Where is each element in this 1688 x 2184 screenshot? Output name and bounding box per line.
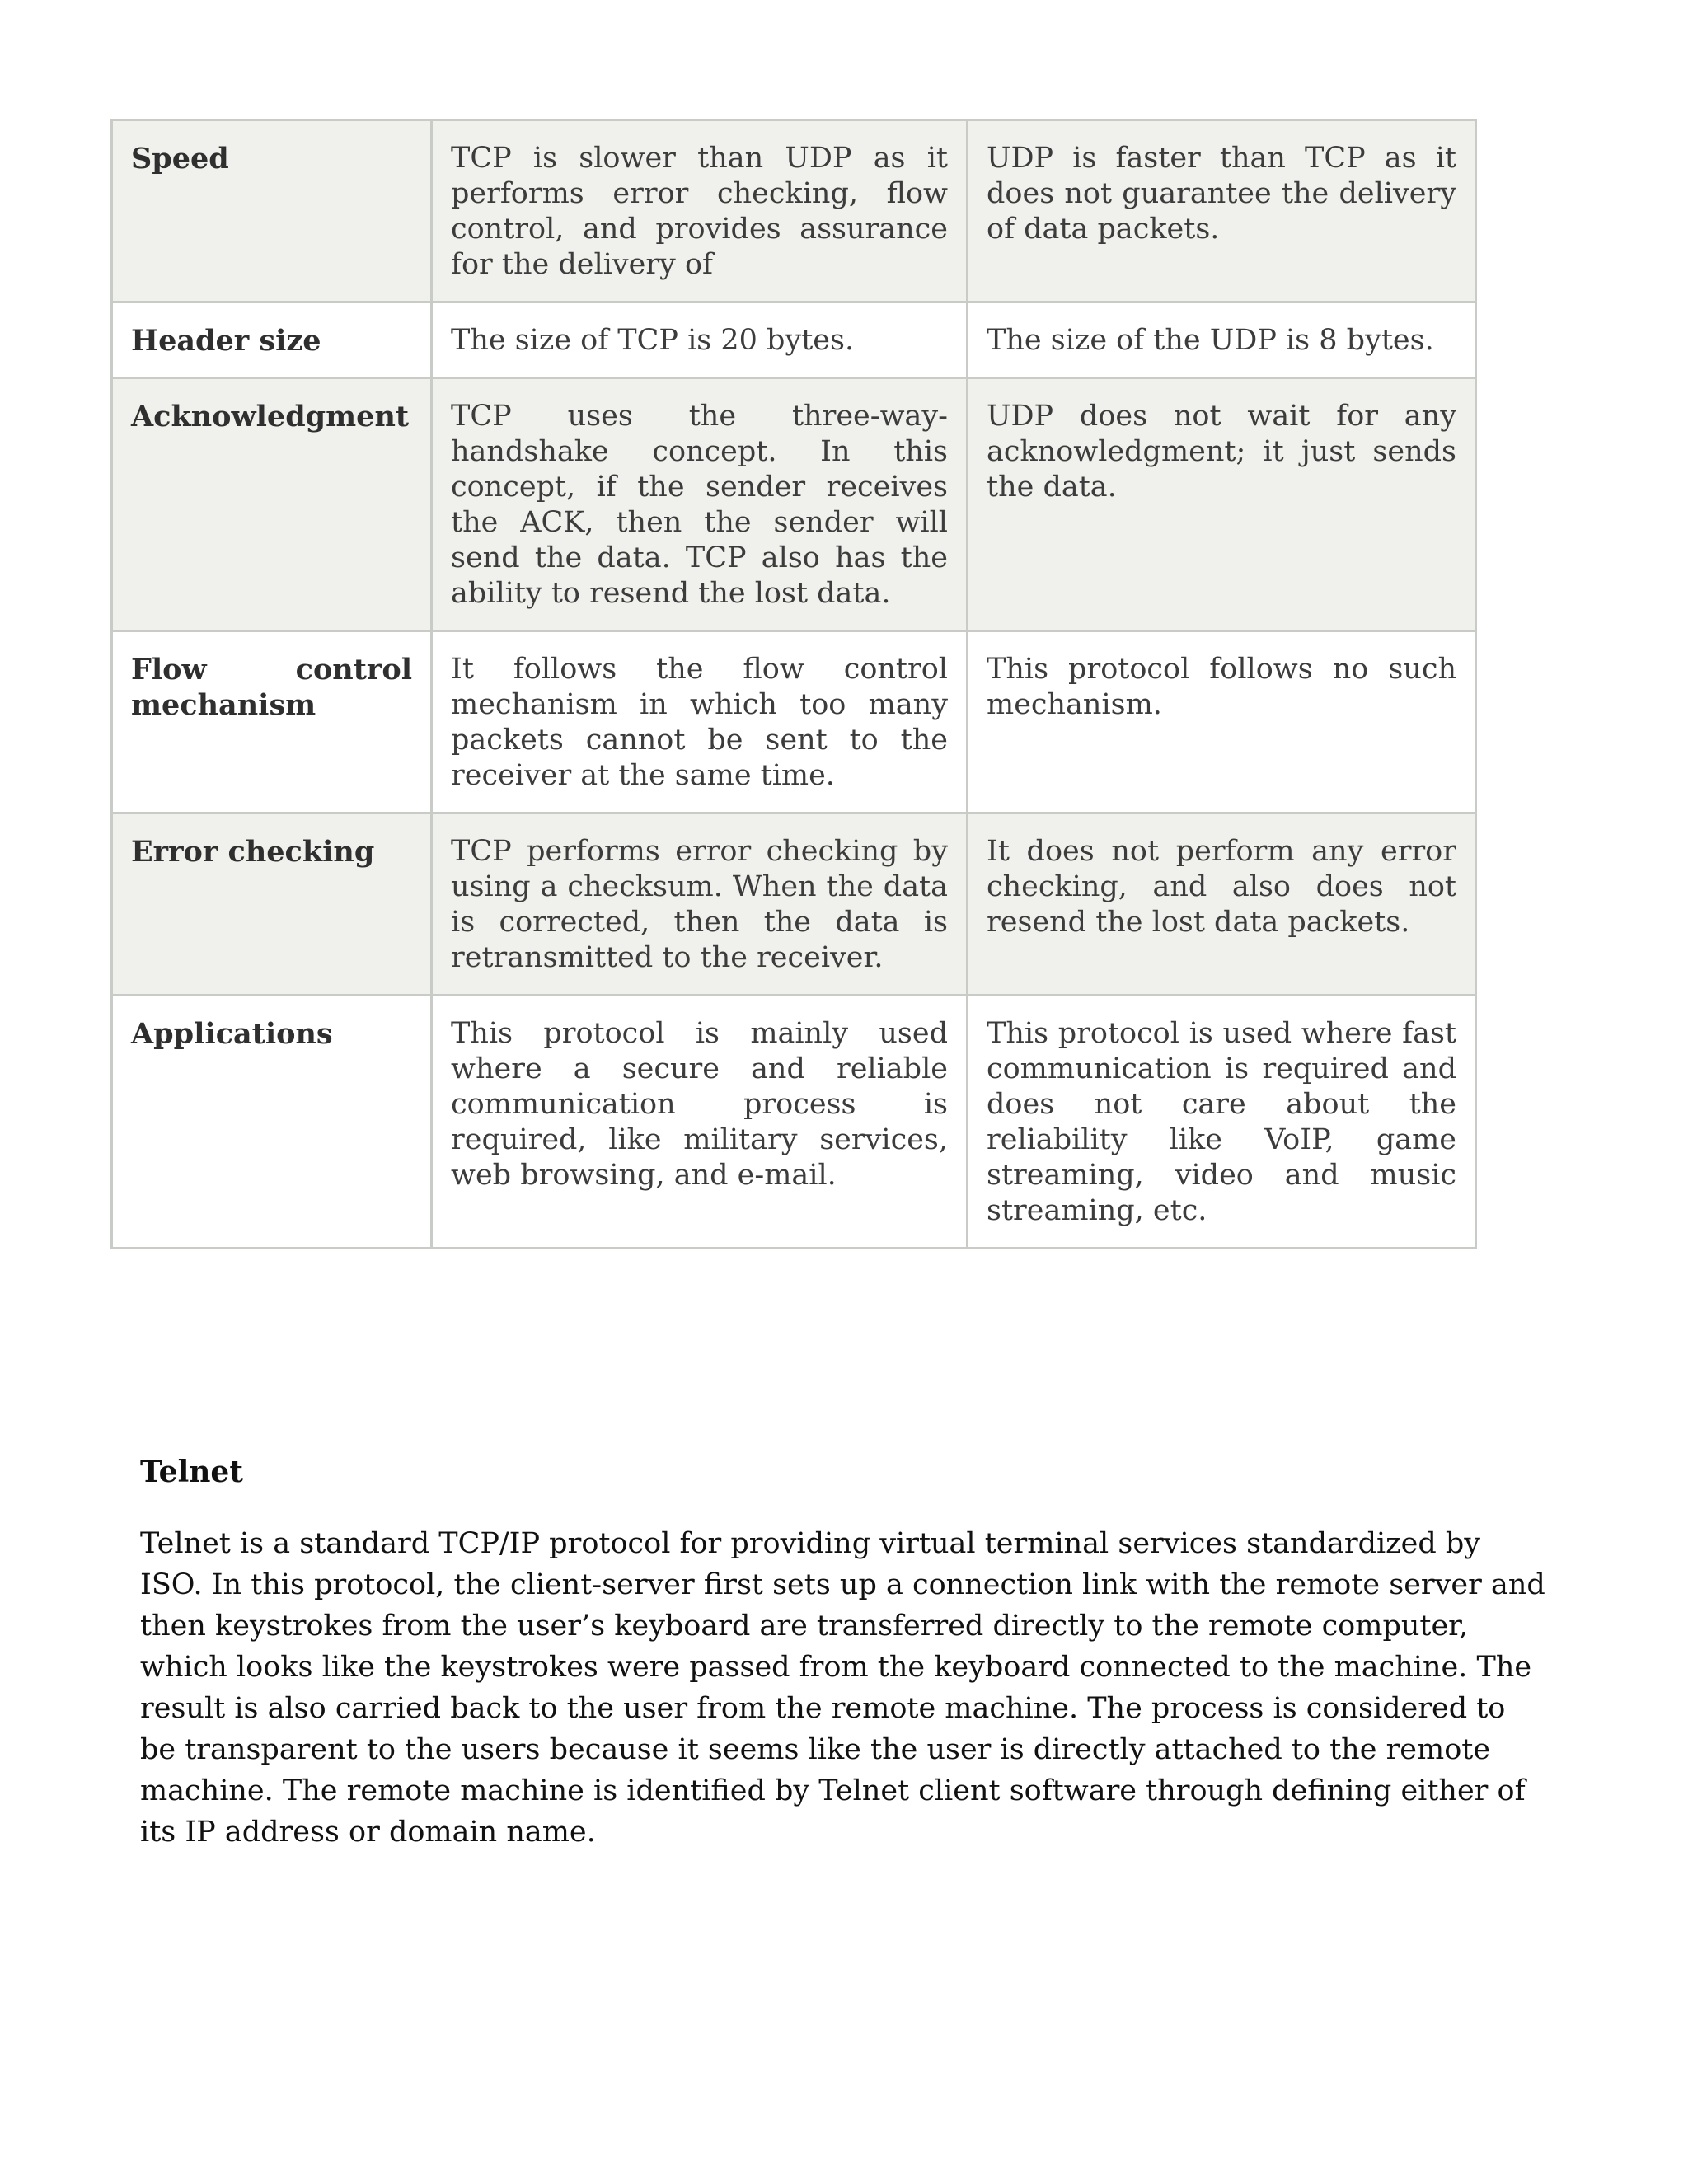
tcp-cell: TCP performs error checking by using a checksum. When the data is corrected, then the data is retransmitted to the receiver. bbox=[432, 813, 968, 996]
table-row bbox=[112, 996, 1476, 1249]
table-row bbox=[112, 120, 1476, 302]
tcp-cell: This protocol is mainly used where a secure and reliable communication process is required, like military services, web browsing, and e-mail. bbox=[432, 996, 968, 1249]
table-row bbox=[112, 631, 1476, 813]
udp-cell: This protocol follows no such mechanism. bbox=[968, 631, 1476, 813]
tcp-cell: It follows the flow control mechanism in which too many packets cannot be sent to the receiver at the same time. bbox=[432, 631, 968, 813]
telnet-paragraph: Telnet is a standard TCP/IP protocol for providing virtual terminal services standardized by ISO. In this protocol, the client-server first sets up a connection link with the remote server and then keystrokes from the user’s keyboard are transferred directly to the remote computer, which looks like the keystrokes were passed from the keyboard connected to the machine. The result is also carried back to the user from the remote machine. The process is considered to be transparent to the users because it seems like the user is directly attached to the remote machine. The remote machine is identified by Telnet client software through defining either of its IP address or domain name. bbox=[140, 1527, 1545, 1849]
row-label-acknowledgment: Acknowledgment bbox=[112, 378, 432, 631]
row-label-speed: Speed bbox=[112, 120, 432, 302]
row-label-applications: Applications bbox=[112, 996, 432, 1249]
row-label-error-checking: Error checking bbox=[112, 813, 432, 996]
table-row bbox=[112, 813, 1476, 996]
tcp-cell: TCP uses the three-way-handshake concept. In this concept, if the sender receives the ACK, then the sender will send the data. TCP also has the ability to resend the lost data. bbox=[432, 378, 968, 631]
udp-cell: UDP does not wait for any acknowledgment; it just sends the data. bbox=[968, 378, 1476, 631]
tcp-udp-comparison-table bbox=[110, 119, 1477, 1249]
udp-cell: It does not perform any error checking, and also does not resend the lost data packets. bbox=[968, 813, 1476, 996]
tcp-cell: TCP is slower than UDP as it performs error checking, flow control, and provides assurance for the delivery of bbox=[432, 120, 968, 302]
table-row bbox=[112, 302, 1476, 378]
table-row bbox=[112, 378, 1476, 631]
tcp-cell: The size of TCP is 20 bytes. bbox=[432, 302, 968, 378]
row-label-flow-control: Flow control mechanism bbox=[112, 631, 432, 813]
telnet-heading: Telnet bbox=[140, 1455, 243, 1489]
udp-cell: This protocol is used where fast communication is required and does not care about the reliability like VoIP, game streaming, video and music streaming, etc. bbox=[968, 996, 1476, 1249]
row-label-header-size: Header size bbox=[112, 302, 432, 378]
udp-cell: The size of the UDP is 8 bytes. bbox=[968, 302, 1476, 378]
udp-cell: UDP is faster than TCP as it does not guarantee the delivery of data packets. bbox=[968, 120, 1476, 302]
